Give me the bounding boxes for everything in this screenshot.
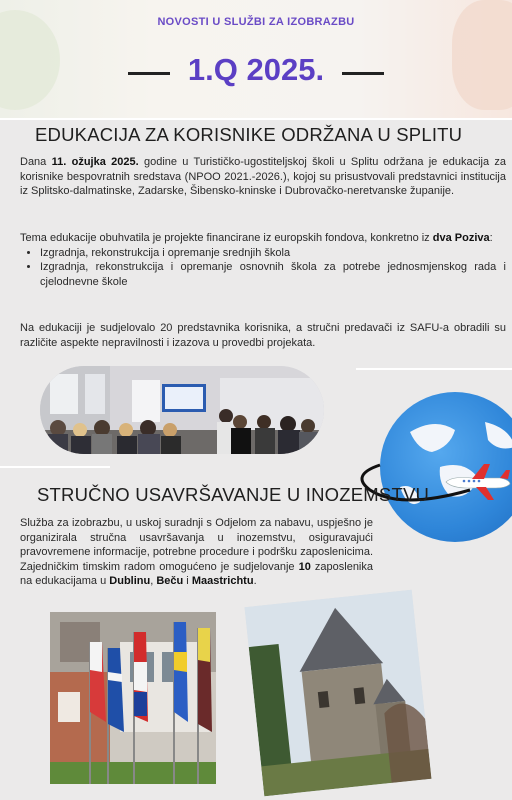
section2-paragraph xyxy=(20,516,373,589)
castle-photo-illustration xyxy=(245,590,432,797)
section2-title: STRUČNO USAVRŠAVANJE U INOZEMSTVU xyxy=(37,484,430,505)
text-segment: Tema edukacije obuhvatila je projekte financirane iz europskih fondova, konkretno iz xyxy=(20,232,433,244)
section1-paragraph-2 xyxy=(20,231,506,289)
title-rule-right xyxy=(342,72,384,75)
section1-paragraph-3: Na edukaciji je sudjelovalo 20 predstavnika korisnika, a stručni predavači iz SAFU-a obradili su različite aspekte nepravilnosti i izazova u provedbi projekata. xyxy=(20,322,506,349)
seminar-photo-illustration xyxy=(40,366,324,454)
newsletter-kicker: NOVOSTI U SLUŽBI ZA IZOBRAZBU xyxy=(157,16,355,28)
seminar-photo xyxy=(40,366,324,454)
castle-photo xyxy=(245,590,432,797)
section1-title: EDUKACIJA ZA KORISNIKE ODRŽANA U SPLITU xyxy=(35,124,463,145)
airplane-icon xyxy=(442,462,512,502)
text-segment: Služba za izobrazbu, u uskoj suradnji s Odjelom za nabavu, uspješno je organizirala stručna usavršavanja u inozemstvu, osiguravajući pravovremene informacije, potrebne procedure i podršku zaposlenicima. Zajedničkim timskim radom omogućeno je sudjelovanje xyxy=(20,517,373,573)
city-maastricht: Maastrichtu xyxy=(191,575,254,588)
bold-text: dva Poziva xyxy=(432,232,490,244)
bullet-list xyxy=(20,246,506,290)
city-vienna: Beču xyxy=(156,575,184,588)
list-item: • Izgradnja, rekonstrukcija i opremanje osnovnih škola za potrebe jednosmjenskog rada i cjelodnevne škole xyxy=(40,260,506,289)
text-segment: i xyxy=(183,575,192,588)
text-segment: . xyxy=(253,575,257,588)
section1-paragraph-1 xyxy=(20,155,506,199)
text-segment: godine u Turističko-ugostiteljskoj školi u Splitu održana je edukacija za korisnike bespovratnih sredstava (NPOO 2021.-2026.), kojoj su prisustvovali predstavnici institucija iz Splitsko-dalmatinske, Zadarske, Šibensko-kninske i Dubrovačko-neretvanske županije. xyxy=(20,156,506,198)
city-dublin: Dublinu xyxy=(109,575,151,588)
text-segment: Dana xyxy=(20,156,52,168)
divider xyxy=(356,368,512,370)
divider xyxy=(0,466,110,468)
list-item: • Izgradnja, rekonstrukcija i opremanje srednjih škola xyxy=(40,246,506,261)
event-date: 11. ožujka 2025. xyxy=(51,156,139,168)
flags-photo-illustration xyxy=(50,612,216,784)
issue-title: 1.Q 2025. xyxy=(187,52,325,87)
flags-photo xyxy=(50,612,216,784)
text-segment: : xyxy=(489,232,493,244)
text-segment: zaposlenika na edukacijama u xyxy=(20,560,373,588)
employee-count: 10 xyxy=(298,560,311,573)
divider xyxy=(0,118,512,120)
text-segment: , xyxy=(150,575,157,588)
